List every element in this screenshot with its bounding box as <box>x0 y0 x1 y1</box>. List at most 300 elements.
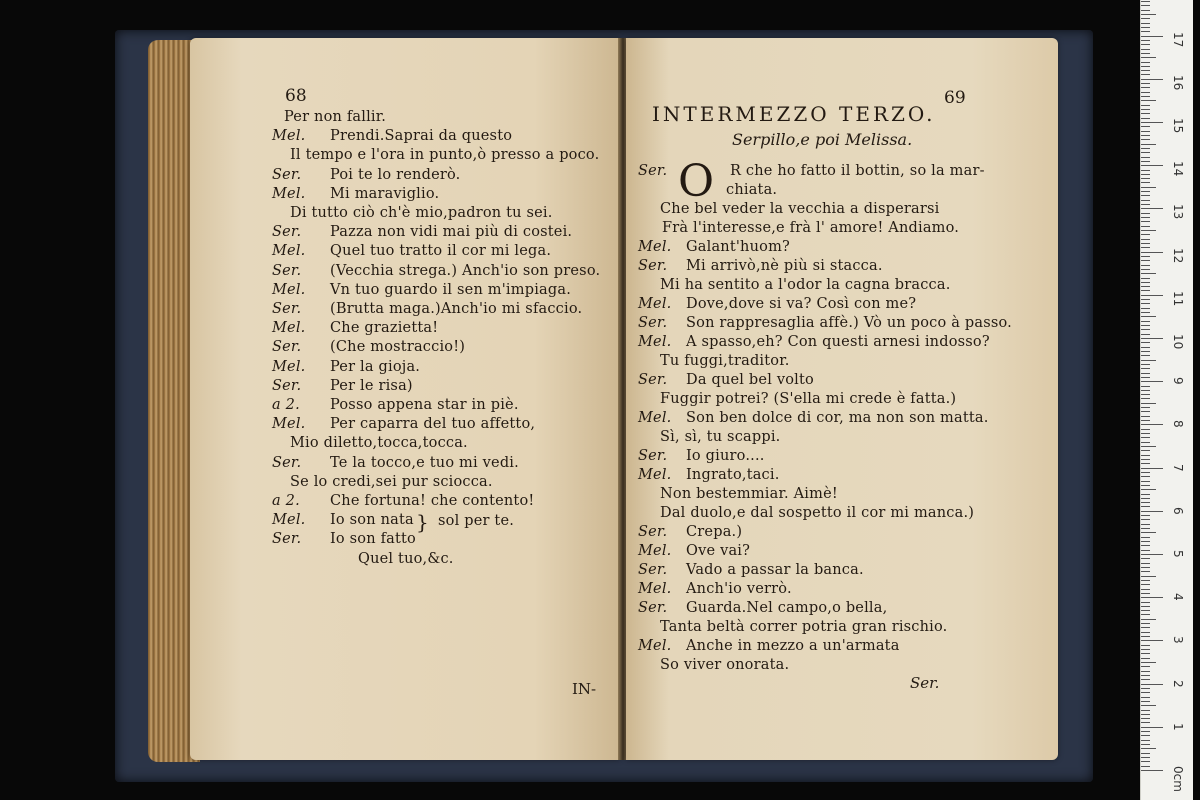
ruler-tick <box>1141 528 1150 529</box>
page-number-left: 68 <box>285 86 307 106</box>
ruler-tick <box>1141 666 1150 667</box>
text-line <box>638 637 900 655</box>
text-line <box>660 485 838 503</box>
ruler-tick <box>1141 152 1150 153</box>
text-line <box>272 338 465 356</box>
speaker-label: Mel. <box>638 467 672 483</box>
ruler-tick <box>1141 619 1156 620</box>
ruler-tick <box>1141 325 1150 326</box>
ruler-tick <box>1141 1 1150 2</box>
ruler-tick <box>1141 109 1150 110</box>
line-text: Son rappresaglia affè.) Vò un poco à passo. <box>686 315 1012 331</box>
ruler-tick <box>1141 377 1150 378</box>
line-text: Io son nata <box>330 512 414 529</box>
text-line <box>638 542 750 560</box>
ruler-tick <box>1141 368 1150 369</box>
text-line <box>290 434 468 452</box>
line-text: chiata. <box>726 182 778 198</box>
brace-text: sol per te. <box>438 513 515 529</box>
ruler-tick <box>1141 221 1150 222</box>
text-line <box>638 238 790 256</box>
ruler-tick <box>1141 735 1150 736</box>
ruler-tick <box>1141 278 1150 279</box>
ruler-tick <box>1141 718 1150 719</box>
ruler-number: 1 <box>1171 722 1185 731</box>
text-line <box>638 580 792 598</box>
ruler-tick <box>1141 563 1150 564</box>
ruler-tick <box>1141 494 1150 495</box>
speaker-label: Mel. <box>638 581 672 597</box>
line-text: Ingrato,taci. <box>686 467 780 483</box>
text-line <box>272 319 438 337</box>
ruler-tick <box>1141 705 1156 706</box>
ruler-tick <box>1141 273 1156 274</box>
ruler-tick <box>1141 420 1150 421</box>
ruler-tick <box>1141 269 1150 270</box>
ruler-tick <box>1141 74 1150 75</box>
section-subtitle: Serpillo,e poi Melissa. <box>732 130 913 149</box>
ruler-tick <box>1141 731 1150 732</box>
ruler-tick <box>1141 204 1150 205</box>
drop-cap: O <box>678 156 715 207</box>
text-line <box>638 333 990 351</box>
speaker-label: Mel. <box>272 128 306 145</box>
ruler-tick <box>1141 338 1163 339</box>
text-line <box>660 656 789 674</box>
text-line <box>272 454 519 472</box>
ruler-tick <box>1141 230 1156 231</box>
speaker-label: Mel. <box>638 296 672 312</box>
text-line <box>272 185 439 203</box>
ruler-number: 16 <box>1171 74 1185 91</box>
section-title: INTERMEZZO TERZO. <box>652 102 936 126</box>
ruler-tick <box>1141 178 1150 179</box>
ruler-tick <box>1141 511 1163 512</box>
text-line <box>272 262 600 280</box>
catchword-right: Ser. <box>910 674 940 692</box>
text-line <box>638 409 989 427</box>
line-text: Mi ha sentito a l'odor la cagna bracca. <box>660 277 951 293</box>
speaker-label: Mel. <box>272 320 306 337</box>
ruler-tick <box>1141 424 1163 425</box>
text-line <box>660 276 951 294</box>
line-text: Anch'io verrò. <box>686 581 792 597</box>
ruler-tick <box>1141 351 1150 352</box>
ruler-tick <box>1141 506 1150 507</box>
ruler-tick <box>1141 316 1156 317</box>
ruler-tick <box>1141 701 1150 702</box>
ruler-tick <box>1141 446 1156 447</box>
ruler-tick <box>1141 70 1150 71</box>
ruler-tick <box>1141 580 1150 581</box>
ruler-number: 8 <box>1171 420 1185 429</box>
line-text: Sì, sì, tu scappi. <box>660 429 781 445</box>
line-text: Da quel bel volto <box>686 372 814 388</box>
text-line <box>638 599 887 617</box>
text-line <box>272 281 571 299</box>
text-line <box>272 530 416 548</box>
speaker-label: Ser. <box>272 301 302 317</box>
ruler-tick <box>1141 252 1163 253</box>
ruler-tick <box>1141 398 1150 399</box>
speaker-label: Ser. <box>638 600 668 616</box>
ruler-tick <box>1141 640 1163 641</box>
ruler-tick <box>1141 411 1150 412</box>
ruler-tick <box>1141 433 1150 434</box>
ruler-tick <box>1141 610 1150 611</box>
ruler-tick <box>1141 416 1150 417</box>
ruler-tick <box>1141 62 1150 63</box>
ruler-number: 10 <box>1171 334 1185 350</box>
speaker-label: Ser. <box>272 262 302 279</box>
ruler-tick <box>1141 165 1163 166</box>
ruler-tick <box>1141 515 1150 516</box>
text-line <box>726 181 777 199</box>
ruler-tick <box>1141 381 1163 382</box>
speaker-label: Mel. <box>272 185 306 202</box>
speaker-label: Mel. <box>272 358 306 375</box>
line-text: Fuggir potrei? (S'ella mi crede è fatta.) <box>660 391 957 407</box>
ruler-tick <box>1141 282 1150 283</box>
speaker-label: Ser. <box>638 163 668 179</box>
ruler-tick <box>1141 105 1150 106</box>
speaker-label: Ser. <box>272 224 302 241</box>
ruler-number: 15 <box>1171 118 1185 134</box>
text-line <box>272 223 572 241</box>
ruler-tick <box>1141 213 1150 214</box>
ruler-tick <box>1141 532 1156 533</box>
line-text: A spasso,eh? Con questi arnesi indosso? <box>686 334 990 350</box>
line-text: Anche in mezzo a un'armata <box>686 638 900 654</box>
text-line <box>638 295 916 313</box>
text-line <box>638 162 985 180</box>
ruler-tick <box>1141 662 1156 663</box>
ruler-tick <box>1141 606 1150 607</box>
ruler-number: 12 <box>1171 247 1185 263</box>
ruler-tick <box>1141 550 1150 551</box>
ruler-tick <box>1141 135 1150 136</box>
line-text: R che ho fatto il bottin, so la mar- <box>730 163 985 179</box>
text-line <box>638 257 883 275</box>
ruler-tick <box>1141 766 1150 767</box>
speaker-label: Mel. <box>638 543 672 559</box>
ruler-tick <box>1141 593 1150 594</box>
text-line <box>272 127 512 145</box>
ruler-tick <box>1141 645 1150 646</box>
ruler-number: 7 <box>1171 463 1185 472</box>
ruler-tick <box>1141 714 1150 715</box>
ruler-tick <box>1141 191 1150 192</box>
ruler-tick <box>1141 148 1150 149</box>
ruler-tick <box>1141 347 1150 348</box>
ruler-tick <box>1141 541 1150 542</box>
ruler-tick <box>1141 489 1156 490</box>
ruler-tick <box>1141 498 1150 499</box>
line-text: Vn tuo guardo il sen m'impiaga. <box>330 281 572 298</box>
ruler-tick <box>1141 740 1150 741</box>
ruler-number: 3 <box>1171 636 1185 645</box>
line-text: Per non fallir. <box>284 109 387 125</box>
ruler-tick <box>1141 627 1150 628</box>
speaker-label: Ser. <box>272 166 302 183</box>
ruler-tick <box>1141 96 1150 97</box>
ruler-tick <box>1141 226 1150 227</box>
ruler-tick <box>1141 455 1150 456</box>
line-text: Per le risa) <box>330 377 413 394</box>
speaker-label: Ser. <box>638 315 668 331</box>
ruler-tick <box>1141 126 1150 127</box>
line-text: Che bel veder la vecchia a disperarsi <box>660 201 940 217</box>
text-line <box>358 550 454 568</box>
ruler-tick <box>1141 334 1150 335</box>
text-line <box>272 492 534 510</box>
ruler-tick <box>1141 83 1150 84</box>
line-text: Che grazietta! <box>330 320 439 337</box>
ruler-tick <box>1141 14 1156 15</box>
ruler-tick <box>1141 632 1150 633</box>
line-text: Son ben dolce di cor, ma non son matta. <box>686 410 989 426</box>
ruler-tick <box>1141 49 1150 50</box>
line-text: Dal duolo,e dal sospetto il cor mi manca.) <box>660 505 975 521</box>
brace-symbol: } <box>416 510 429 534</box>
line-text: Quel tuo,&c. <box>358 550 454 567</box>
ruler-tick <box>1141 295 1163 296</box>
ruler-tick <box>1141 757 1150 758</box>
text-line <box>272 396 519 414</box>
speaker-label: Mel. <box>272 416 306 433</box>
ruler-number: 4 <box>1171 593 1185 601</box>
ruler-tick <box>1141 407 1150 408</box>
text-line <box>272 377 413 395</box>
catchword-left: IN- <box>572 680 597 698</box>
ruler-tick <box>1141 247 1150 248</box>
ruler-tick <box>1141 87 1150 88</box>
ruler-tick <box>1141 118 1150 119</box>
line-text: Crepa.) <box>686 524 743 540</box>
speaker-label: Mel. <box>638 410 672 426</box>
ruler-tick <box>1141 355 1150 356</box>
right-page <box>626 38 1058 760</box>
ruler-tick <box>1141 36 1163 37</box>
text-line <box>638 447 765 465</box>
ruler-tick <box>1141 748 1156 749</box>
ruler-tick <box>1141 260 1150 261</box>
ruler-number: 17 <box>1171 31 1185 47</box>
ruler-tick <box>1141 100 1156 101</box>
ruler-tick <box>1141 485 1150 486</box>
ruler-tick <box>1141 92 1150 93</box>
ruler-tick <box>1141 360 1156 361</box>
ruler-tick <box>1141 567 1150 568</box>
measuring-ruler <box>1140 0 1193 800</box>
line-text: (Brutta maga.)Anch'io mi sfaccio. <box>330 301 583 317</box>
line-text: Che fortuna! che contento! <box>330 493 535 509</box>
text-line <box>272 300 582 318</box>
text-line <box>638 371 814 389</box>
ruler-tick <box>1141 429 1150 430</box>
speaker-label: Ser. <box>272 454 302 471</box>
ruler-tick <box>1141 692 1150 693</box>
ruler-tick <box>1141 66 1150 67</box>
ruler-tick <box>1141 589 1150 590</box>
ruler-number: 0cm <box>1171 766 1185 792</box>
ruler-tick <box>1141 442 1150 443</box>
speaker-label: Mel. <box>638 638 672 654</box>
ruler-tick <box>1141 308 1150 309</box>
text-line <box>272 166 460 184</box>
text-line <box>638 561 864 579</box>
ruler-tick <box>1141 342 1150 343</box>
text-line <box>284 108 386 126</box>
ruler-tick <box>1141 174 1150 175</box>
text-line <box>272 358 420 376</box>
ruler-tick <box>1141 744 1150 745</box>
ruler-tick <box>1141 286 1150 287</box>
ruler-tick <box>1141 195 1150 196</box>
speaker-label: a 2. <box>272 493 300 509</box>
text-line <box>660 504 974 522</box>
ruler-number: 11 <box>1171 290 1185 307</box>
page-number-right: 69 <box>944 88 966 108</box>
line-text: Prendi.Saprai da questo <box>330 128 513 145</box>
line-text: Ove vai? <box>686 543 751 559</box>
ruler-number: 13 <box>1171 204 1185 220</box>
ruler-tick <box>1141 770 1163 771</box>
ruler-tick <box>1141 200 1150 201</box>
left-page <box>190 38 620 760</box>
ruler-tick <box>1141 658 1150 659</box>
text-line <box>660 390 956 408</box>
line-text: Guarda.Nel campo,o bella, <box>686 600 888 616</box>
line-text: Frà l'interesse,e frà l' amore! Andiamo. <box>662 220 960 236</box>
ruler-tick <box>1141 524 1150 525</box>
ruler-tick <box>1141 403 1156 404</box>
speaker-label: Mel. <box>272 243 306 260</box>
line-text: Mio diletto,tocca,tocca. <box>290 435 468 452</box>
line-text: Posso appena star in piè. <box>330 397 519 413</box>
text-line <box>272 415 535 433</box>
ruler-tick <box>1141 131 1150 132</box>
ruler-tick <box>1141 502 1150 503</box>
speaker-label: Mel. <box>272 512 306 529</box>
speaker-label: Mel. <box>638 334 672 350</box>
ruler-tick <box>1141 18 1150 19</box>
line-text: (Vecchia strega.) Anch'io son preso. <box>330 262 601 279</box>
ruler-tick <box>1141 208 1163 209</box>
line-text: Galant'huom? <box>686 239 790 255</box>
line-text: Il tempo e l'ora in punto,ò presso a poco. <box>290 147 600 164</box>
ruler-tick <box>1141 44 1150 45</box>
line-text: Io giuro.... <box>686 448 765 464</box>
ruler-tick <box>1141 649 1150 650</box>
text-line <box>638 466 780 484</box>
line-text: Non bestemmiar. Aimè! <box>660 486 838 502</box>
ruler-tick <box>1141 299 1150 300</box>
line-text: Tu fuggi,traditor. <box>660 353 790 369</box>
text-line <box>660 200 940 218</box>
line-text: Per la gioja. <box>330 358 421 375</box>
line-text: (Che mostraccio!) <box>330 339 466 356</box>
ruler-tick <box>1141 459 1150 460</box>
line-text: Poi te lo renderò. <box>330 166 461 183</box>
ruler-tick <box>1141 386 1150 387</box>
text-line <box>660 428 780 446</box>
ruler-tick <box>1141 157 1150 158</box>
ruler-tick <box>1141 187 1156 188</box>
speaker-label: Ser. <box>638 524 668 540</box>
ruler-tick <box>1141 437 1150 438</box>
ruler-tick <box>1141 481 1150 482</box>
ruler-tick <box>1141 761 1150 762</box>
ruler-tick <box>1141 113 1150 114</box>
ruler-tick <box>1141 364 1150 365</box>
text-line <box>272 242 551 260</box>
ruler-tick <box>1141 710 1150 711</box>
line-text: Vado a passar la banca. <box>686 562 864 578</box>
line-text: Se lo credi,sei pur sciocca. <box>290 473 493 490</box>
text-line <box>660 352 790 370</box>
ruler-tick <box>1141 584 1150 585</box>
text-line <box>290 204 553 222</box>
ruler-tick <box>1141 5 1150 6</box>
line-text: Mi arrivò,nè più si stacca. <box>686 258 883 274</box>
ruler-tick <box>1141 23 1150 24</box>
ruler-tick <box>1141 468 1163 469</box>
ruler-tick <box>1141 170 1150 171</box>
line-text: Pazza non vidi mai più di costei. <box>330 224 573 241</box>
ruler-tick <box>1141 303 1150 304</box>
ruler-tick <box>1141 321 1150 322</box>
line-text: Di tutto ciò ch'è mio,padron tu sei. <box>290 205 553 221</box>
ruler-tick <box>1141 53 1150 54</box>
ruler-tick <box>1141 234 1150 235</box>
text-line <box>660 618 947 636</box>
ruler-tick <box>1141 597 1163 598</box>
ruler-number: 2 <box>1171 679 1185 688</box>
speaker-label: Ser. <box>272 377 302 394</box>
ruler-tick <box>1141 290 1150 291</box>
ruler-tick <box>1141 653 1150 654</box>
ruler-tick <box>1141 697 1150 698</box>
ruler-tick <box>1141 144 1156 145</box>
ruler-tick <box>1141 57 1156 58</box>
speaker-label: Ser. <box>638 448 668 464</box>
line-text: Mi maraviglio. <box>330 185 440 202</box>
ruler-tick <box>1141 182 1150 183</box>
speaker-label: Ser. <box>272 339 302 356</box>
ruler-tick <box>1141 558 1150 559</box>
ruler-tick <box>1141 463 1150 464</box>
text-line <box>272 511 414 529</box>
line-text: So viver onorata. <box>660 657 790 673</box>
speaker-label: Ser. <box>638 562 668 578</box>
ruler-tick <box>1141 122 1163 123</box>
ruler-tick <box>1141 545 1150 546</box>
ruler-tick <box>1141 684 1163 685</box>
ruler-tick <box>1141 727 1163 728</box>
text-line <box>290 146 599 164</box>
ruler-tick <box>1141 571 1150 572</box>
line-text: Io son fatto <box>330 531 416 548</box>
speaker-label: Ser. <box>638 372 668 388</box>
text-line <box>290 473 493 491</box>
ruler-tick <box>1141 636 1150 637</box>
speaker-label: a 2. <box>272 397 300 413</box>
ruler-tick <box>1141 537 1150 538</box>
ruler-number: 14 <box>1171 161 1185 177</box>
ruler-tick <box>1141 519 1150 520</box>
ruler-tick <box>1141 722 1150 723</box>
